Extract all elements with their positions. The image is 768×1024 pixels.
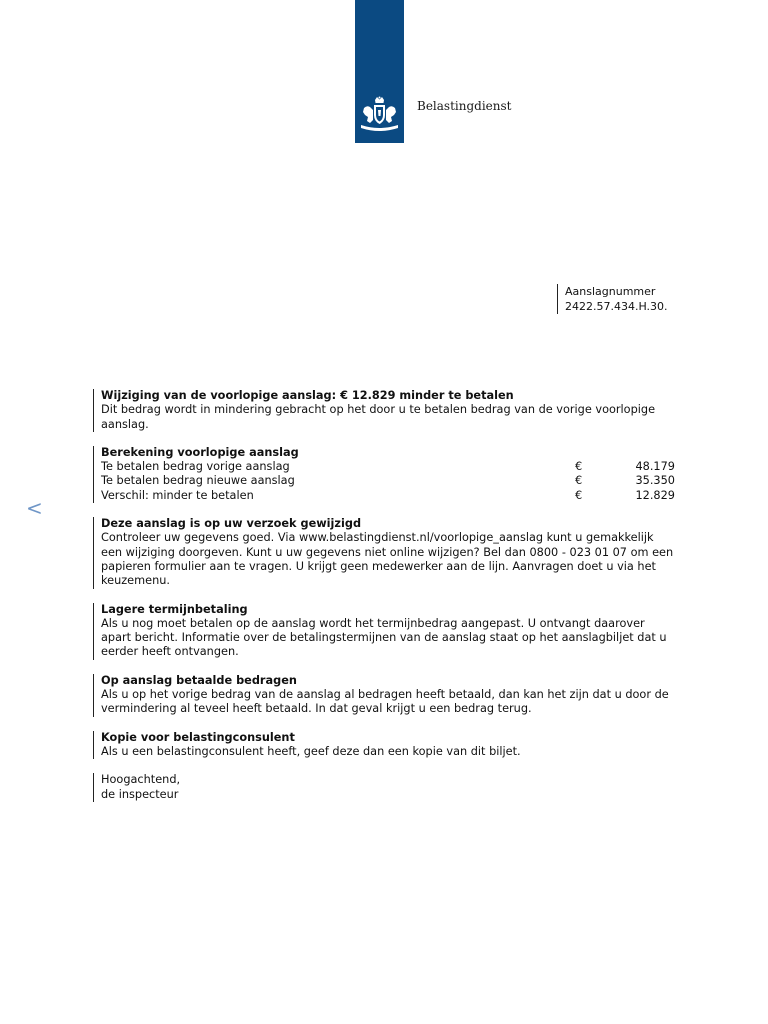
closing-section bbox=[93, 773, 675, 802]
calculation-row bbox=[101, 460, 675, 474]
closing-signatory: de inspecteur bbox=[101, 787, 179, 801]
section-text: Als u op het vorige bedrag van de aanslag al bedragen heeft betaald, dan kan het zijn dat u door de vermindering al teveel heeft betaald. In dat geval krijgt u een bedrag terug. bbox=[101, 688, 669, 716]
calculation-row bbox=[101, 489, 675, 503]
currency-symbol: € bbox=[575, 488, 583, 502]
section-text: Als u nog moet betalen op de aanslag wordt het termijnbedrag aangepast. U ontvangt daarover apart bericht. Informatie over de betalingstermijnen van de aanslag staat op het aanslagbiljet dat u eerder heeft ontvangen. bbox=[101, 616, 667, 659]
calculation-amount: 12.829 bbox=[635, 488, 675, 502]
section-title: Op aanslag betaalde bedragen bbox=[101, 673, 297, 687]
intro-title: Wijziging van de voorlopige aanslag: € 12.829 minder te betalen bbox=[101, 389, 514, 402]
reference-block bbox=[557, 284, 685, 314]
intro-section bbox=[93, 389, 675, 432]
letter-body bbox=[93, 389, 675, 816]
calculation-section bbox=[93, 446, 675, 503]
section-title: Deze aanslag is op uw verzoek gewijzigd bbox=[101, 517, 362, 531]
royal-crest-icon bbox=[358, 96, 401, 132]
calculation-amount: 48.179 bbox=[635, 460, 675, 474]
section-text: Controleer uw gegevens goed. Via www.belastingdienst.nl/voorlopige_aanslag kunt u gemakkelijk een wijziging doorgeven. Kunt u uw gegevens niet online wijzigen? Bel dan 0800 - 023 01 07 om een papieren formulier aan te vragen. U krijgt geen medewerker aan de lijn. Aanvragen doet u via het keuzemenu. bbox=[101, 531, 674, 588]
brand-name: Belastingdienst bbox=[417, 99, 512, 113]
calculation-title: Berekening voorlopige aanslag bbox=[101, 445, 299, 459]
section-text: Als u een belastingconsulent heeft, geef deze dan een kopie van dit biljet. bbox=[101, 744, 521, 758]
section-title: Kopie voor belastingconsulent bbox=[101, 730, 295, 744]
calculation-amount: 35.350 bbox=[635, 474, 675, 488]
currency-symbol: € bbox=[575, 460, 583, 474]
section-request-changed bbox=[93, 517, 675, 588]
calculation-label: Te betalen bedrag nieuwe aanslag bbox=[101, 474, 295, 488]
section-consultant-copy bbox=[93, 731, 675, 760]
logo-band bbox=[355, 0, 404, 143]
reference-number: 2422.57.434.H.30. bbox=[565, 300, 668, 313]
reference-label: Aanslagnummer bbox=[565, 285, 656, 298]
calculation-label: Te betalen bedrag vorige aanslag bbox=[101, 460, 290, 474]
section-lower-installment bbox=[93, 603, 675, 660]
section-paid-amounts bbox=[93, 674, 675, 717]
section-title: Lagere termijnbetaling bbox=[101, 602, 248, 616]
calculation-label: Verschil: minder te betalen bbox=[101, 488, 254, 502]
intro-text: Dit bedrag wordt in mindering gebracht op het door u te betalen bedrag van de vorige voorlopige aanslag. bbox=[101, 403, 656, 431]
closing-greeting: Hoogachtend, bbox=[101, 773, 181, 787]
currency-symbol: € bbox=[575, 474, 583, 488]
chevron-left-icon[interactable]: < bbox=[26, 496, 43, 520]
calculation-row bbox=[101, 474, 675, 488]
